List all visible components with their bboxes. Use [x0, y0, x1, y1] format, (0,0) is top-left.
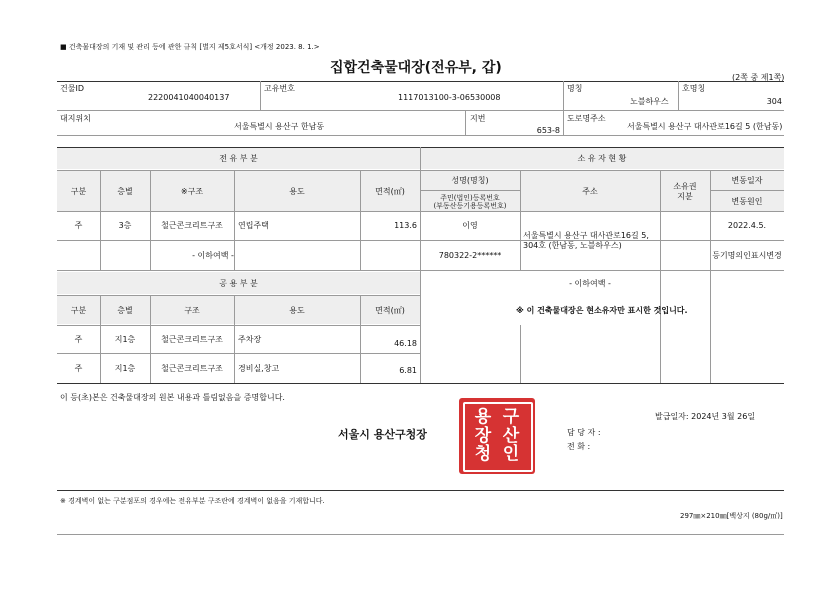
ex-header-type: 구분	[70, 187, 87, 196]
cm-row-1-structure: 철근콘크리트구조	[161, 335, 223, 344]
certify-text: 이 등(초)본은 건축물대장의 원본 내용과 틀림없음을 증명합니다.	[60, 393, 285, 402]
road-value: 서울특별시 용산구 대사관로16길 5 (한남동)	[627, 122, 783, 131]
owner-change-cause: 등기명의인표시변경	[712, 251, 782, 260]
site-value: 서울특별시 용산구 한남동	[234, 122, 325, 131]
building-name: 노블하우스	[630, 97, 669, 106]
ex-row-type: 주	[74, 221, 83, 230]
owner-change-date: 2022.4.5.	[727, 221, 767, 230]
ex-row-use: 연립주택	[238, 221, 269, 230]
cm-row-2-use: 경비실,창고	[238, 364, 280, 373]
common-section-label: 공 용 부 분	[219, 279, 258, 288]
owner-section-label: 소 유 자 현 황	[577, 154, 627, 163]
phone-label: 전 화 :	[567, 442, 591, 451]
cm-row-1-floor: 지1층	[114, 335, 136, 344]
ex-header-structure: ※구조	[180, 187, 204, 196]
cm-row-2-area: 6.81	[399, 366, 417, 375]
owner-address-1: 서울특별시 용산구 대사관로16길 5,	[523, 231, 649, 240]
ex-header-use: 용도	[289, 187, 305, 196]
owner-notice: ※ 이 건축물대장은 현소유자만 표시한 것입니다.	[516, 306, 688, 315]
cm-row-2-floor: 지1층	[114, 364, 136, 373]
official-seal-stamp	[459, 398, 535, 474]
page-info: (2쪽 중 제1쪽)	[732, 73, 785, 82]
cm-row-1-type: 주	[74, 335, 83, 344]
issue-date: 발급일자: 2024년 3월 26일	[655, 412, 756, 421]
ex-header-floor: 층별	[117, 187, 133, 196]
owner-address-2: 304호 (한남동, 노블하우스)	[523, 241, 622, 250]
name-label: 명칭	[567, 84, 583, 93]
exclusive-section-label: 전 유 부 분	[219, 154, 258, 163]
road-label: 도로명주소	[567, 114, 606, 123]
ex-row-structure: 철근콘크리트구조	[161, 221, 223, 230]
owner-id: 780322-2******	[438, 251, 502, 260]
issuer: 서울시 용산구청장	[338, 428, 427, 441]
owner-share-header-1: 소유권	[673, 182, 697, 191]
cm-row-2-structure: 철근콘크리트구조	[161, 364, 223, 373]
lot-value: 653-8	[536, 126, 560, 135]
person-label: 담 당 자 :	[567, 428, 601, 437]
ex-header-area: 면적(㎡)	[375, 187, 405, 196]
lot-label: 지번	[470, 114, 486, 123]
paper-spec: 297㎜×210㎜[백상지 (80g/㎡)]	[680, 512, 783, 520]
owner-name: 이영	[462, 221, 478, 230]
ex-row-floor: 3층	[118, 221, 132, 230]
owner-name-header: 성명(명칭)	[451, 176, 489, 185]
owner-address-header: 주소	[582, 187, 598, 196]
building-id: 2220041040040137	[148, 93, 230, 102]
cm-row-1-use: 주차장	[238, 335, 262, 344]
owner-end-note: - 이하여백 -	[569, 279, 611, 288]
cm-header-structure: 구조	[184, 306, 200, 315]
cm-row-2-type: 주	[74, 364, 83, 373]
cm-header-use: 용도	[289, 306, 305, 315]
site-label: 대지위치	[60, 114, 91, 123]
owner-id-header-2: (부동산등기용등록번호)	[433, 202, 507, 210]
regulation-note: ■ 건축물대장의 기재 및 관리 등에 관한 규칙 [별지 제5호서식] <개정 2023. 8. 1.>	[60, 43, 320, 51]
ex-end-note: - 이하여백 -	[192, 251, 234, 260]
unit-label: 호명칭	[682, 84, 706, 93]
cm-row-1-area: 46.18	[394, 339, 417, 348]
unique-no: 1117013100-3-06530008	[398, 93, 501, 102]
footnote: ※ 경계벽이 없는 구분점포의 경우에는 전유부분 구조란에 경계벽이 없음을 기재합니다.	[60, 497, 325, 505]
owner-id-header-1: 주민(법인)등록번호	[440, 194, 500, 202]
cm-header-area: 면적(㎡)	[375, 306, 405, 315]
cm-header-type: 구분	[70, 306, 87, 315]
owner-share-header-2: 지분	[677, 192, 693, 201]
building-id-label: 건물ID	[60, 84, 84, 93]
page-title: 집합건축물대장(전유부, 갑)	[330, 60, 502, 76]
unique-no-label: 고유번호	[264, 84, 295, 93]
ex-row-area: 113.6	[394, 221, 417, 230]
owner-cause-header: 변동원인	[731, 197, 763, 206]
cm-header-floor: 층별	[117, 306, 133, 315]
unit-name: 304	[766, 97, 782, 106]
stamp-lettering: 용 구 장 산 청 인	[474, 407, 520, 465]
owner-date-header: 변동일자	[731, 176, 763, 185]
